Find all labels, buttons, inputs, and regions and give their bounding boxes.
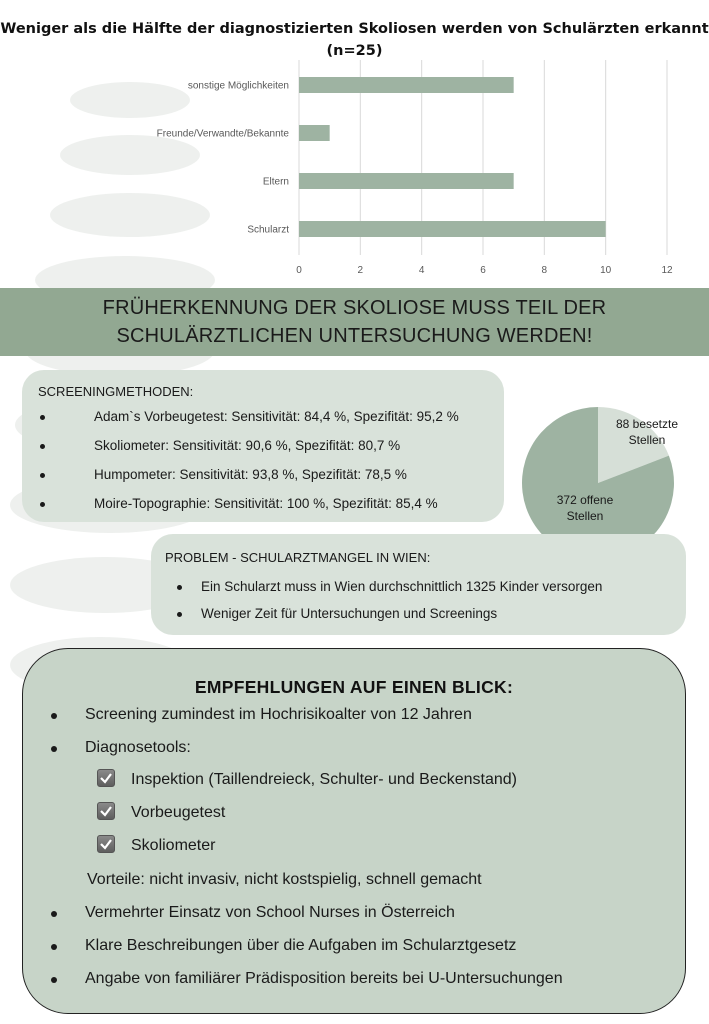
diagnose-tool-item: Inspektion (Taillendreieck, Schulter- und Beckenstand) (131, 771, 517, 788)
diagnose-tool-item: Vorbeugetest (131, 804, 226, 821)
checkbox-icon (97, 802, 115, 820)
x-tick-label: 2 (357, 265, 364, 276)
screening-item: Skoliometer: Sensitivität: 90,6 %, Spezifität: 80,7 % (38, 437, 459, 466)
banner-line-1: FRÜHERKENNUNG DER SKOLIOSE MUSS TEIL DER (102, 297, 607, 319)
checkbox-icon (97, 835, 115, 853)
recommendation-item: Angabe von familiärer Prädisposition bereits bei U-Untersuchungen (85, 970, 563, 987)
category-label: sonstige Möglichkeiten (187, 80, 289, 92)
screening-item: Moire-Topographie: Sensitivität: 100 %, Spezifität: 85,4 % (38, 495, 459, 524)
x-tick-label: 0 (296, 265, 302, 276)
pie-label-occupied: 88 besetzte Stellen (615, 417, 679, 447)
x-tick-label: 6 (480, 265, 486, 276)
bullet-dot (51, 977, 57, 983)
category-label: Schularzt (247, 224, 289, 236)
screening-list (38, 408, 459, 524)
recommendations-box (22, 648, 686, 1014)
pie-label-open: 372 offene Stellen (556, 493, 614, 523)
bar (299, 173, 514, 189)
category-label: Freunde/Verwandte/Bekannte (156, 128, 289, 140)
bar (299, 125, 330, 141)
headline-banner (0, 288, 709, 356)
x-tick-label: 8 (541, 265, 548, 276)
recommendation-item: Vermehrter Einsatz von School Nurses in Österreich (85, 904, 455, 921)
recommendations-title: EMPFEHLUNGEN AUF EINEN BLICK: (194, 677, 514, 697)
screening-item: Humpometer: Sensitivität: 93,8 %, Spezifität: 78,5 % (38, 466, 459, 495)
bullet-dot (51, 911, 57, 917)
bullet-dot (51, 944, 57, 950)
screening-item: Adam`s Vorbeugetest: Sensitivität: 84,4 %, Spezifität: 95,2 % (38, 408, 459, 437)
bar (299, 221, 606, 237)
chart-title: Weniger als die Hälfte der diagnostizierten Skoliosen werden von Schulärzten erkannt (n=25) (0, 21, 709, 59)
banner-line-2: SCHULÄRZTLICHEN UNTERSUCHUNG WERDEN! (116, 325, 593, 347)
screening-title: SCREENINGMETHODEN: (38, 384, 194, 399)
bullet-dot (51, 713, 57, 719)
diagnose-tool-item: Skoliometer (131, 837, 216, 854)
x-tick-label: 10 (600, 265, 612, 276)
x-tick-label: 4 (418, 265, 425, 276)
recommendation-item: Diagnosetools: (85, 739, 191, 756)
problem-list (165, 578, 602, 632)
recommendation-item: Screening zumindest im Hochrisikoalter von 12 Jahren (85, 706, 472, 723)
bar-chart (0, 60, 709, 285)
checkbox-icon (97, 769, 115, 787)
recommendation-item: Klare Beschreibungen über die Aufgaben im Schularztgesetz (85, 937, 517, 954)
category-label: Eltern (262, 176, 289, 188)
problem-item: Ein Schularzt muss in Wien durchschnittlich 1325 Kinder versorgen (165, 578, 602, 605)
advantages-text: Vorteile: nicht invasiv, nicht kostspielig, schnell gemacht (87, 871, 482, 888)
x-tick-label: 12 (661, 265, 673, 276)
screening-methods-box (22, 370, 504, 522)
problem-item: Weniger Zeit für Untersuchungen und Screenings (165, 605, 602, 632)
problem-title: PROBLEM - SCHULARZTMANGEL IN WIEN: (165, 550, 431, 565)
bullet-dot (51, 746, 57, 752)
bar (299, 77, 514, 93)
problem-box (151, 534, 686, 635)
